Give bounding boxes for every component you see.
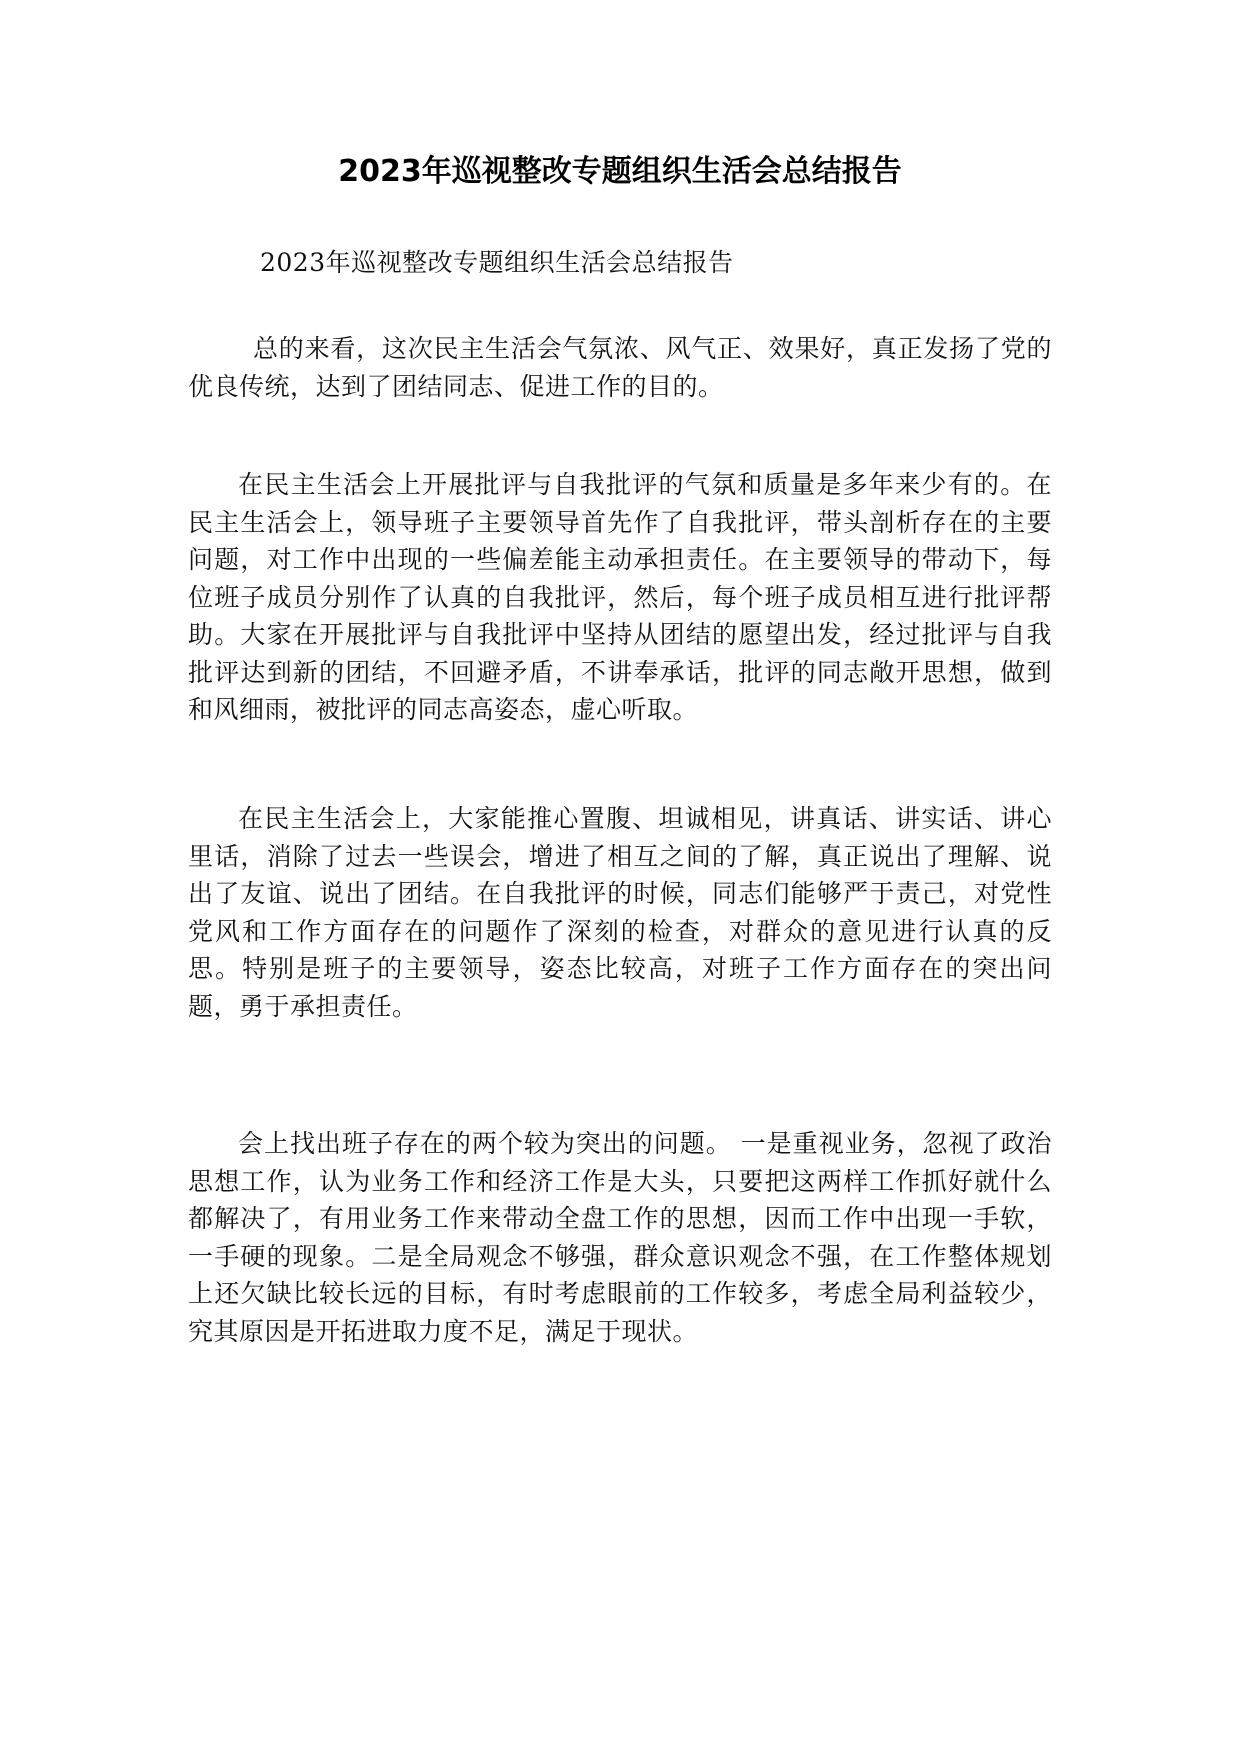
paragraph-criticism: 在民主生活会上开展批评与自我批评的气氛和质量是多年来少有的。在民主生活会上，领导班子主要领导首先作了自我批评，带头剖析存在的主要问题，对工作中出现的一些偏差能主动承担责任。在主要领导的带动下，每位班子成员分别作了认真的自我批评，然后，每个班子成员相互进行批评帮助。大家在开展批评与自我批评中坚持从团结的愿望出发，经过批评与自我批评达到新的团结，不回避矛盾，不讲奉承话，批评的同志敞开思想，做到和风细雨，被批评的同志高姿态，虚心听取。 xyxy=(188,470,1052,724)
paragraph-openness: 在民主生活会上，大家能推心置腹、坦诚相见，讲真话、讲实话、讲心里话，消除了过去一些误会，增进了相互之间的了解，真正说出了理解、说出了友谊、说出了团结。在自我批评的时候，同志们能够严于责己，对党性党风和工作方面存在的问题作了深刻的检查，对群众的意见进行认真的反思。特别是班子的主要领导，姿态比较高，对班子工作方面存在的突出问题，勇于承担责任。 xyxy=(188,804,1052,1021)
paragraph-problems: 会上找出班子存在的两个较为突出的问题。 一是重视业务，忽视了政治思想工作，认为业务工作和经济工作是大头，只要把这两样工作抓好就什么都解决了，有用业务工作来带动全盘工作的思想，因而工作中出现一手软， 一手硬的现象。二是全局观念不够强，群众意识观念不强，在工作整体规划上还欠缺比较长远的目标，有时考虑眼前的工作较多，考虑全局利益较少，究其原因是开拓进取力度不足，满足于现状。 xyxy=(188,1129,1052,1346)
paragraph-summary: 总的来看，这次民主生活会气氛浓、风气正、效果好，真正发扬了党的优良传统，达到了团结同志、促进工作的目的。 xyxy=(188,334,1052,401)
document-subtitle: 2023年巡视整改专题组织生活会总结报告 xyxy=(260,248,734,277)
document-title: 2023年巡视整改专题组织生活会总结报告 xyxy=(338,154,902,189)
